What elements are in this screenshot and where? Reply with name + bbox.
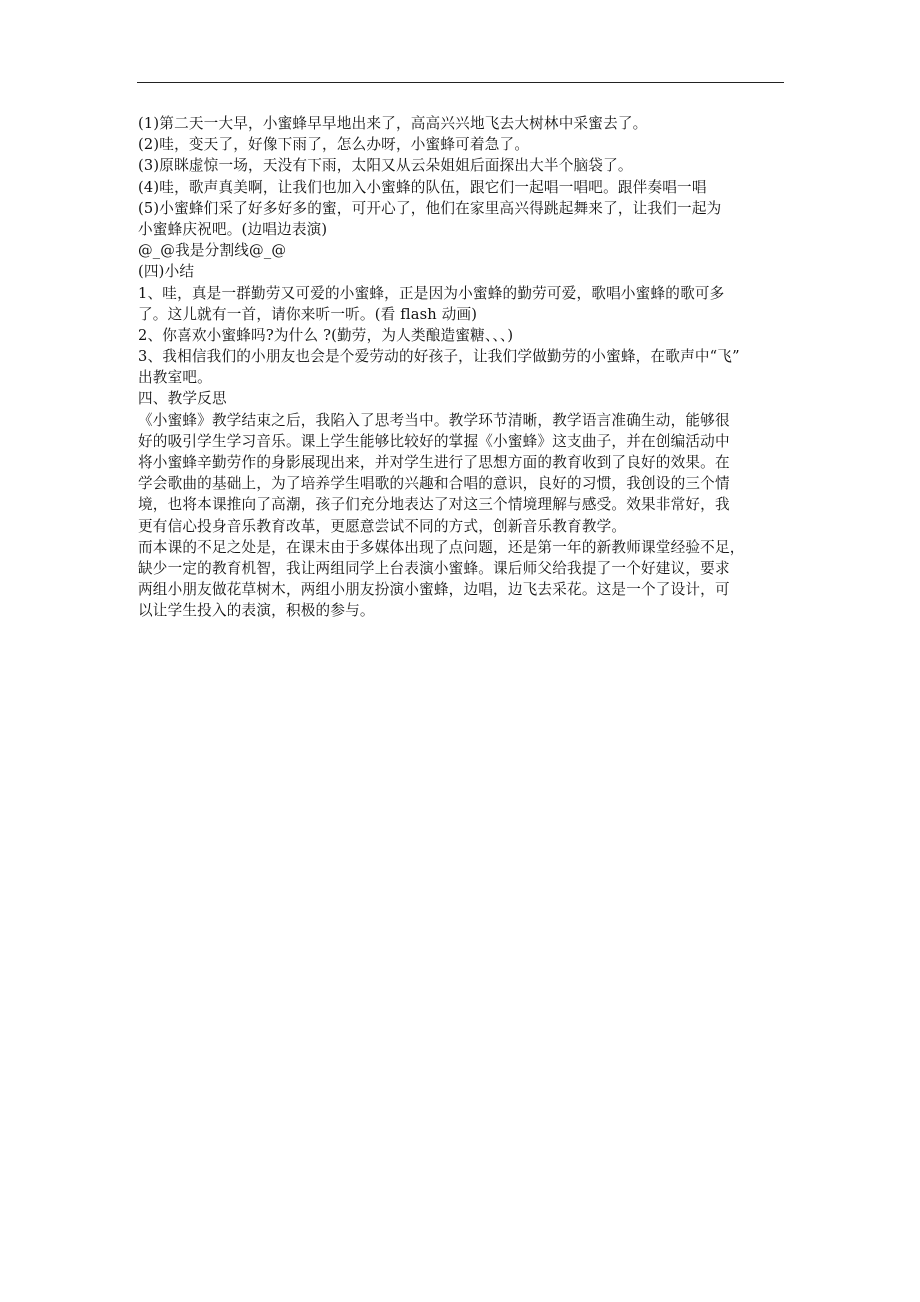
text-line-24: 以让学生投入的表演，积极的参与。 <box>138 602 375 620</box>
section-heading-summary: (四)小结 <box>138 263 195 281</box>
header-rule <box>137 82 784 83</box>
text-line-23: 两组小朋友做花草树木，两组小朋友扮演小蜜蜂，边唱，边飞去采花。这是一个了设计，可 <box>138 581 730 599</box>
text-line-3: (3)原眯虚惊一场，天没有下雨，太阳又从云朵姐姐后面探出大半个脑袋了。 <box>138 157 633 175</box>
text-line-18: 学会歌曲的基础上，为了培养学生唱歌的兴趣和合唱的意识，良好的习惯，我创设的三个情 <box>138 475 730 493</box>
text-line-22: 缺少一定的教育机智，我让两组同学上台表演小蜜蜂。课后师父给我提了一个好建议，要求 <box>138 559 730 577</box>
text-line-10: 了。这儿就有一首，请你来听一听。(看 flash 动画) <box>138 305 478 323</box>
text-line-17: 将小蜜蜂辛勤劳作的身影展现出来，并对学生进行了思想方面的教育收到了良好的效果。在 <box>138 454 730 471</box>
text-line-15: 《小蜜蜂》教学结束之后，我陷入了思考当中。教学环节清晰，教学语言准确生动，能够很 <box>138 411 730 429</box>
text-line-9: 1、哇，真是一群勤劳又可爱的小蜜蜂，正是因为小蜜蜂的勤劳可爱，歌唱小蜜蜂的歌可多 <box>138 284 725 302</box>
text-line-16: 好的吸引学生学习音乐。课上学生能够比较好的掌握《小蜜蜂》这支曲子，并在创编活动中 <box>138 432 730 450</box>
text-line-21: 而本课的不足之处是，在课末由于多媒体出现了点问题，还是第一年的新教师课堂经验不足， <box>138 538 745 556</box>
text-line-13: 出教室吧。 <box>138 369 212 387</box>
text-line-6: 小蜜蜂庆祝吧。(边唱边表演) <box>138 220 328 238</box>
text-line-5: (5)小蜜蜂们采了好多好多的蜜，可开心了，他们在家里高兴得跳起舞来了，让我们一起为 <box>138 199 722 217</box>
text-line-4: (4)哇，歌声真美啊，让我们也加入小蜜蜂的队伍，跟它们一起唱一唱吧。跟伴奏唱一唱 <box>138 178 707 196</box>
text-line-1: (1)第二天一大早，小蜜蜂早早地出来了，高高兴兴地飞去大树林中采蜜去了。 <box>138 115 648 132</box>
text-line-2: (2)哇，变天了，好像下雨了，怎么办呀，小蜜蜂可着急了。 <box>138 136 530 154</box>
section-heading-reflection: 四、教学反思 <box>138 390 227 408</box>
text-line-12: 3、我相信我们的小朋友也会是个爱劳动的好孩子，让我们学做勤劳的小蜜蜂，在歌声中“飞” <box>138 348 740 366</box>
separator-line: @_@我是分割线@_@ <box>138 242 287 260</box>
text-line-20: 更有信心投身音乐教育改革，更愿意尝试不同的方式，创新音乐教育教学。 <box>138 517 627 535</box>
text-line-19: 境，也将本课推向了高潮，孩子们充分地表达了对这三个情境理解与感受。效果非常好，我 <box>138 496 730 514</box>
document-body <box>138 113 786 622</box>
text-line-11: 2、你喜欢小蜜蜂吗?为什么 ?(勤劳，为人类酿造蜜糖、、、) <box>138 326 514 344</box>
